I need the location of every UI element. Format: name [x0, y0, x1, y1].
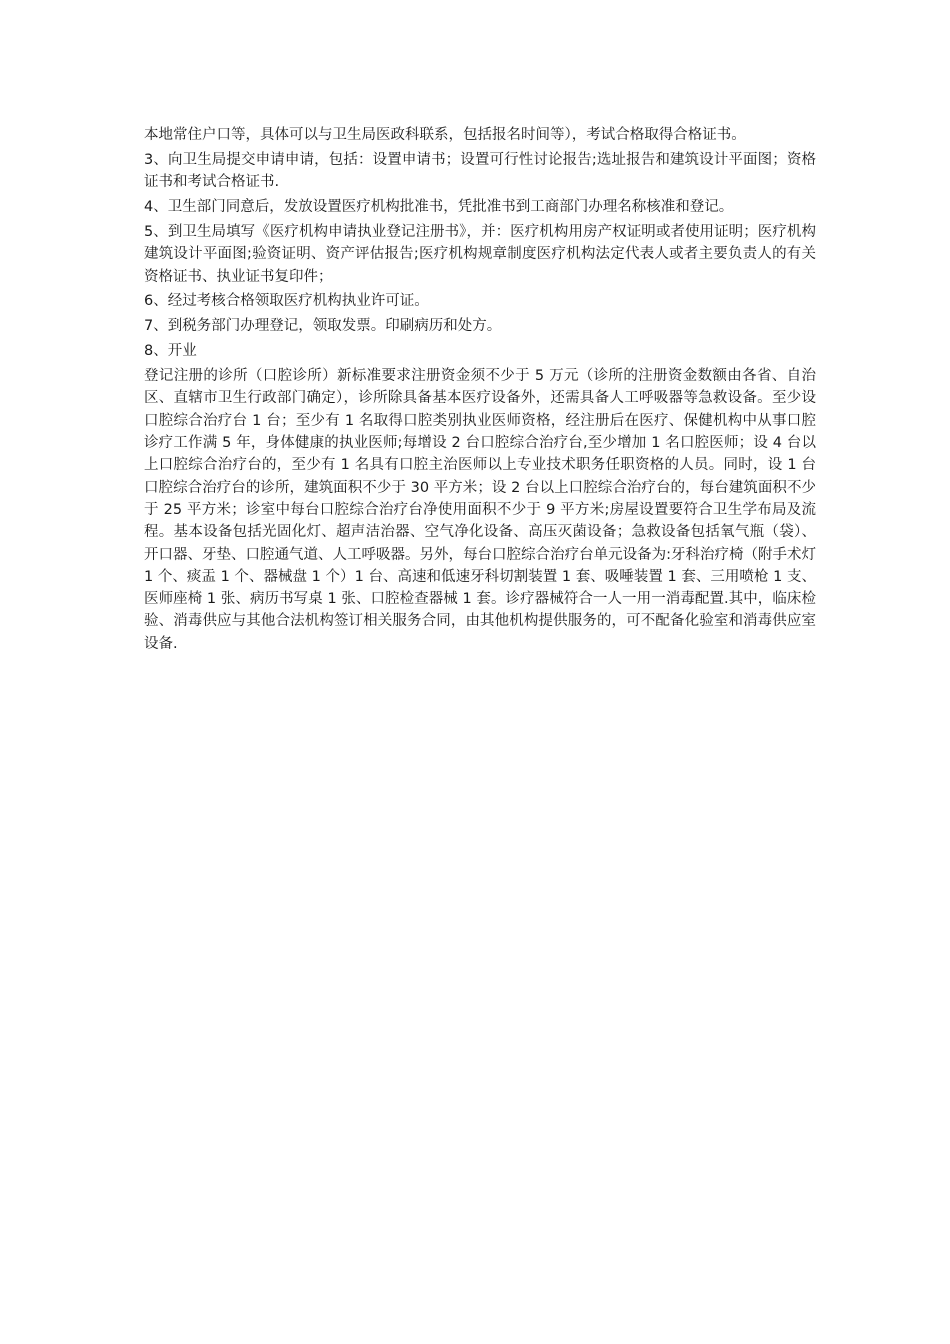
paragraph-step-8: 8、开业 [144, 343, 197, 360]
paragraph-step-6: 6、经过考核合格领取医疗机构执业许可证。 [144, 293, 429, 310]
paragraph-step-5: 5、到卫生局填写《医疗机构申请执业登记注册书》，并：医疗机构用房产权证明或者使用证明；医疗机构建筑设计平面图;验资证明、资产评估报告;医疗机构规章制度医疗机构法定代表人或者主要负责人的有关资格证书、执业证书复印件； [144, 223, 816, 285]
paragraph-step-3: 3、向卫生局提交申请申请，包括：设置申请书；设置可行性讨论报告;选址报告和建筑设计平面图；资格证书和考试合格证书. [144, 151, 816, 191]
paragraph-step-4: 4、卫生部门同意后，发放设置医疗机构批准书，凭批准书到工商部门办理名称核准和登记。 [144, 199, 734, 216]
paragraph-clinic-requirements: 登记注册的诊所（口腔诊所）新标准要求注册资金须不少于 5 万元（诊所的注册资金数额由各省、自治区、直辖市卫生行政部门确定），诊所除具备基本医疗设备外，还需具备人工呼吸器等急救设备。至少设口腔综合治疗台 1 台；至少有 1 名取得口腔类别执业医师资格，经注册后在医疗、保健机构中从事口腔诊疗工作满 5 年，身体健康的执业医师;每增设 2 台口腔综合治疗台,至少增加 1 名口腔医师；设 4 台以上口腔综合治疗台的，至少有 1 名具有口腔主治医师以上专业技术职务任职资格的人员。同时，设 1 台口腔综合治疗台的诊所，建筑面积不少于 30 平方米；设 2 台以上口腔综合治疗台的，每台建筑面积不少于 25 平方米；诊室中每台口腔综合治疗台净使用面积不少于 9 平方米;房屋设置要符合卫生学布局及流程。基本设备包括光固化灯、超声洁治器、空气净化设备、高压灭菌设备；急救设备包括氧气瓶（袋）、开口器、牙垫、口腔通气道、人工呼吸器。另外，每台口腔综合治疗台单元设备为:牙科治疗椅（附手术灯 1 个、痰盂 1 个、器械盘 1 个）1 台、高速和低速牙科切割装置 1 套、吸唾装置 1 套、三用喷枪 1 支、医师座椅 1 张、病历书写桌 1 张、口腔检查器械 1 套。诊疗器械符合一人一用一消毒配置.其中，临床检验、消毒供应与其他合法机构签订相关服务合同，由其他机构提供服务的，可不配备化验室和消毒供应室设备. [144, 368, 816, 652]
paragraph-step-7: 7、到税务部门办理登记，领取发票。印刷病历和处方。 [144, 318, 502, 335]
paragraph-continuation: 本地常住户口等，具体可以与卫生局医政科联系，包括报名时间等），考试合格取得合格证书。 [144, 127, 746, 143]
document-body [144, 124, 816, 658]
